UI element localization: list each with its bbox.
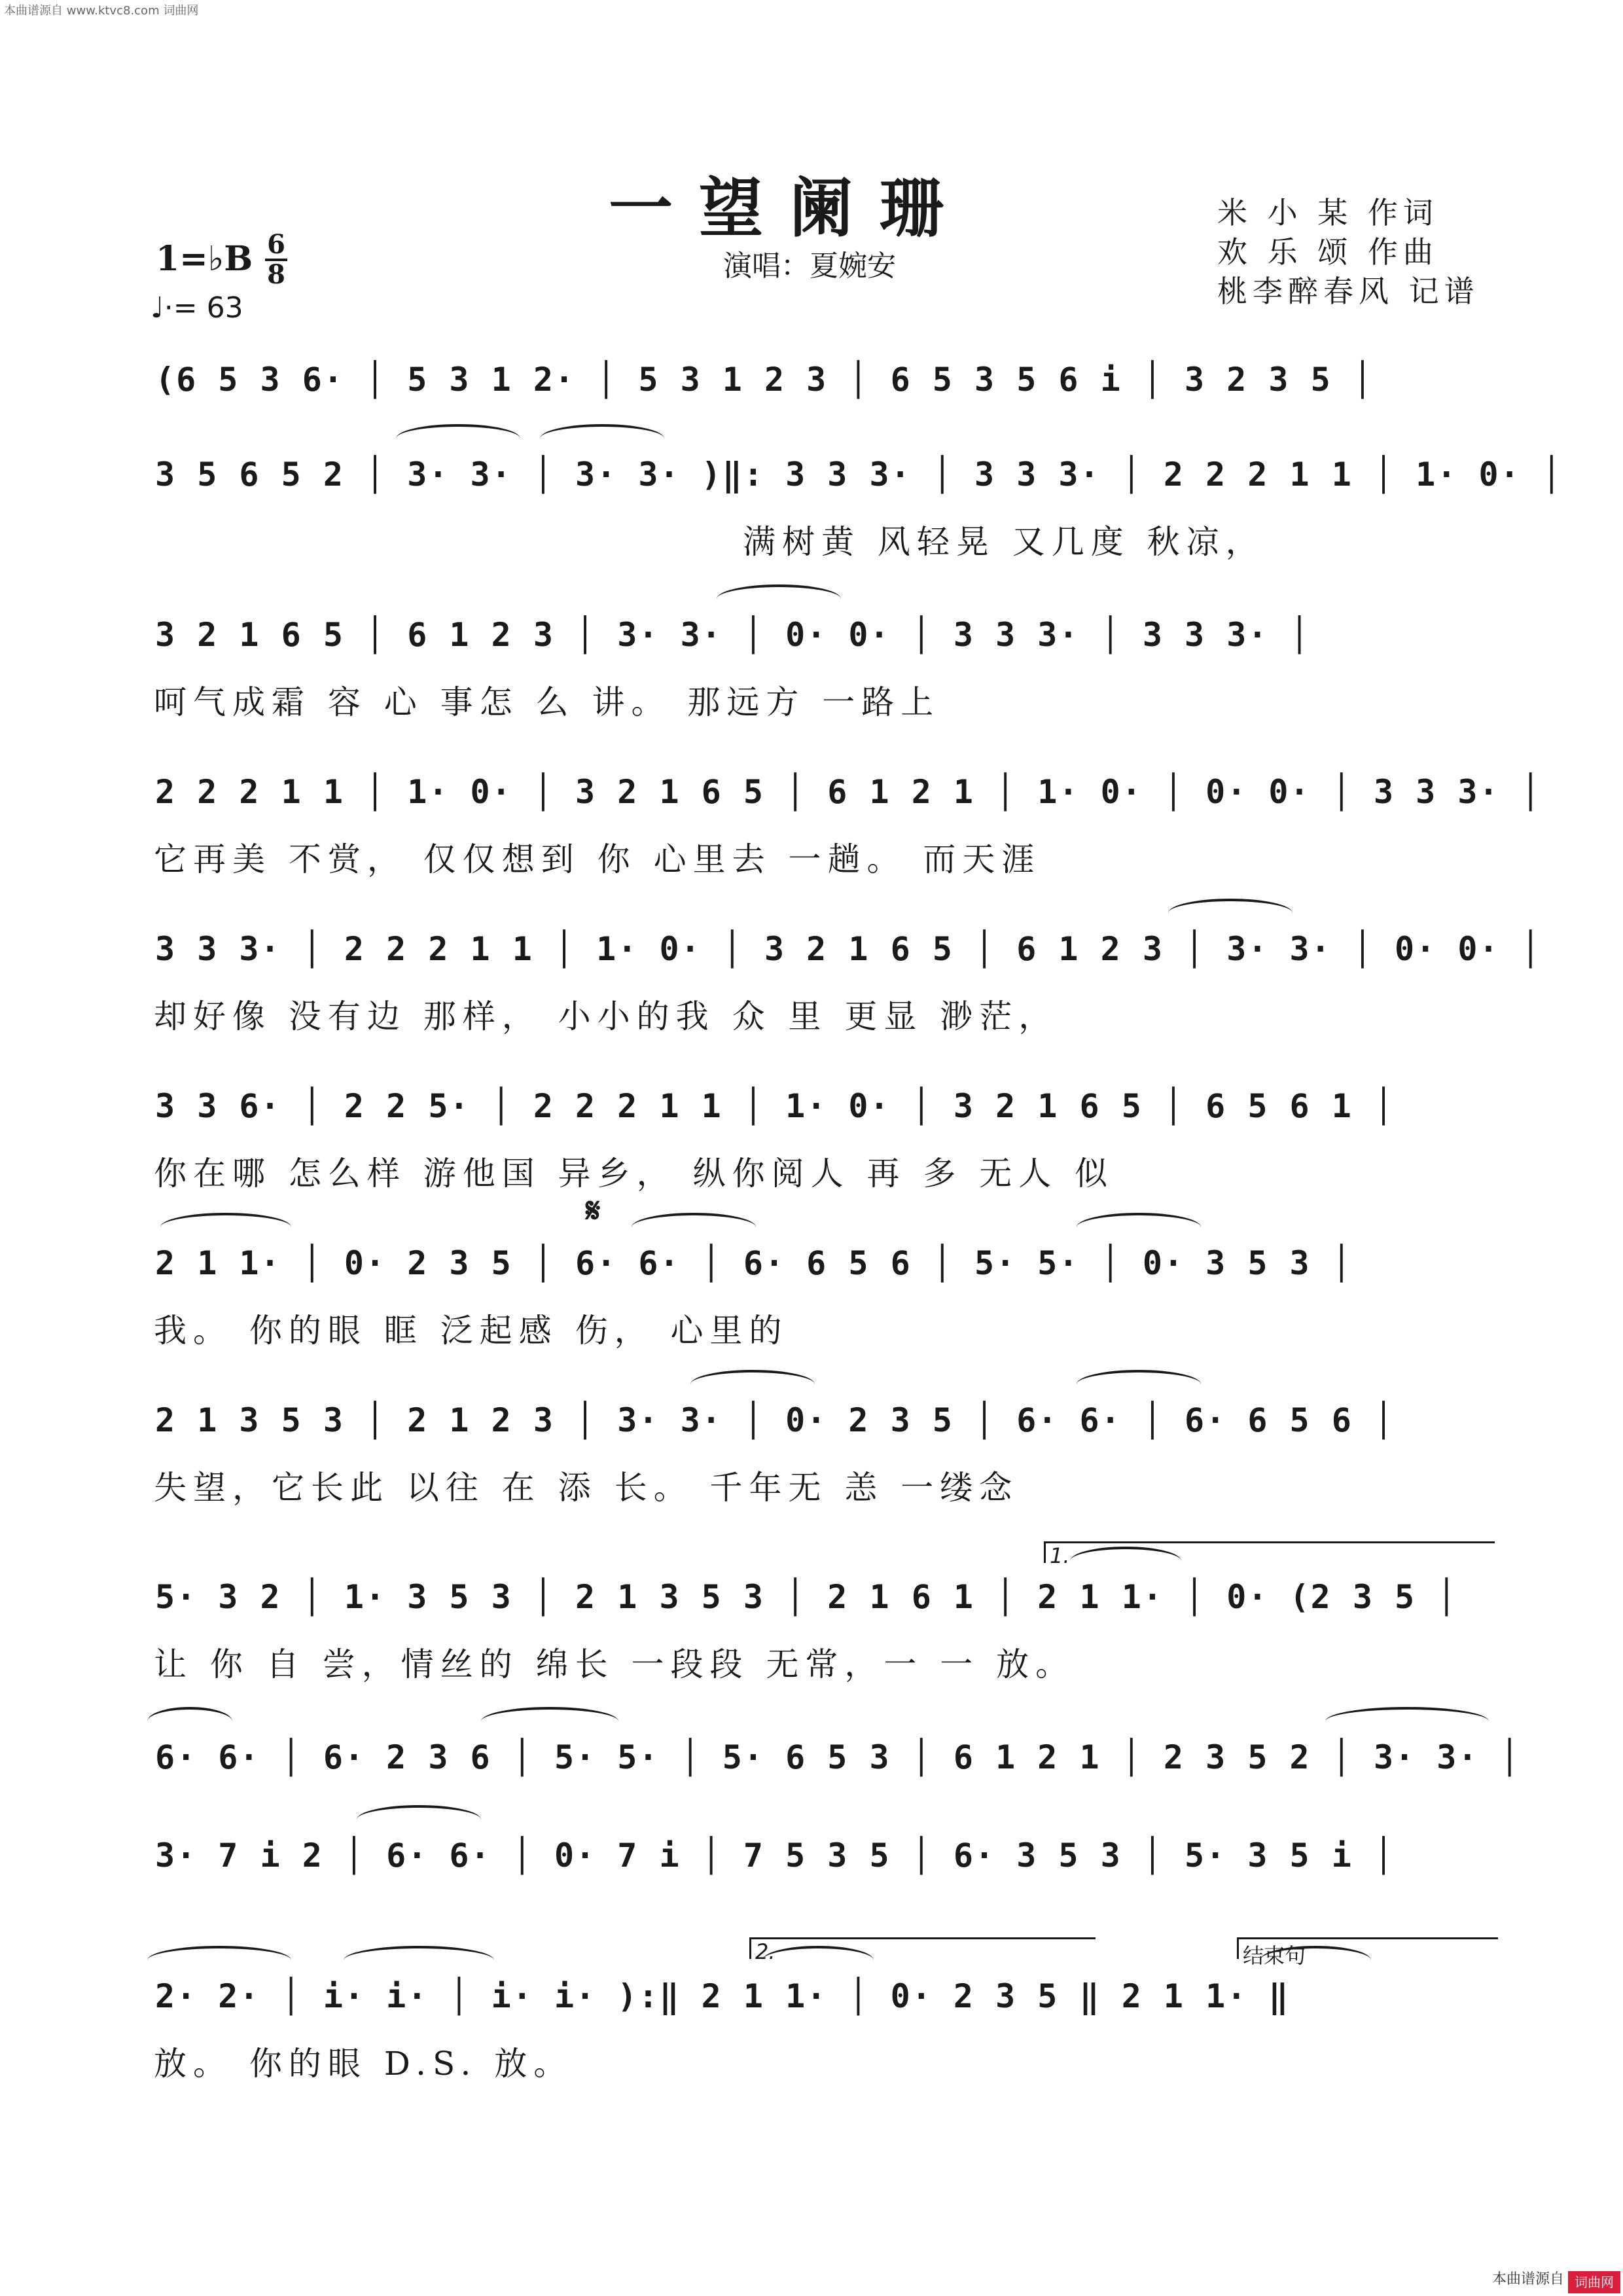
system-notes: 2 2 2 1 1 │ 1· 0· │ 3 2 1 6 5 │ 6 1 2 1 │ 1· 0· │ 0· 0· │ 3 3 3· │	[155, 773, 1542, 811]
singer: 演唱：夏婉安	[723, 249, 896, 283]
system-lyrics: 却好像 没有边 那样， 小小的我 众 里 更显 渺茫，	[154, 997, 1058, 1035]
credit-composer: 欢 乐 颂 作曲	[1217, 234, 1438, 270]
credits	[1217, 193, 1480, 311]
key-signature: 1=♭B	[156, 239, 253, 279]
system-notes: 3· 7 i 2 │ 6· 6· │ 0· 7 i │ 7 5 3 5 │ 6· 3 5 3 │ 5· 3 5 i │	[155, 1837, 1395, 1874]
volta-second-ending: 2.	[749, 1937, 1096, 1959]
system-notes: 5· 3 2 │ 1· 3 5 3 │ 2 1 3 5 3 │ 2 1 6 1 │ 2 1 1· │ 0· (2 3 5 │	[155, 1578, 1458, 1616]
meter-bottom: 8	[267, 259, 285, 290]
system-lyrics: 它再美 不赏， 仅仅想到 你 心里去 一趟。 而天涯	[154, 840, 1041, 878]
tempo-marking: ♩·= 63	[151, 291, 243, 325]
system-notes: 3 2 1 6 5 │ 6 1 2 3 │ 3· 3· │ 0· 0· │ 3 3 3· │ 3 3 3· │	[155, 616, 1311, 654]
meter-top: 6	[267, 229, 285, 260]
system-lyrics: 呵气成霜 容 心 事怎 么 讲。 那远方 一路上	[154, 683, 940, 721]
system-lyrics: 我。 你的眼 眶 泛起感 伤， 心里的	[154, 1312, 789, 1350]
watermark-badge: 词曲网	[1568, 2271, 1620, 2293]
time-signature	[265, 229, 287, 290]
watermark-bottom: 本曲谱源自	[1491, 2271, 1564, 2287]
system-notes: (6 5 3 6· │ 5 3 1 2· │ 5 3 1 2 3 │ 6 5 3 5 6 i │ 3 2 3 5 │	[155, 361, 1374, 399]
system-lyrics: 满树黄 风轻晃 又几度 秋凉，	[743, 523, 1265, 561]
system-notes: 2· 2· │ i· i· │ i· i· ):‖ 2 1 1· │ 0· 2 3 5 ‖ 2 1 1· ‖	[155, 1977, 1290, 2015]
system-notes: 6· 6· │ 6· 2 3 6 │ 5· 5· │ 5· 6 5 3 │ 6 1 2 1 │ 2 3 5 2 │ 3· 3· │	[155, 1738, 1521, 1776]
system-lyrics: 你在哪 怎么样 游他国 异乡， 纵你阅人 再 多 无人 似	[154, 1155, 1115, 1193]
system-lyrics: 放。 你的眼 D.S. 放。	[154, 2045, 573, 2083]
credit-transcriber: 桃李醉春风 记谱	[1217, 274, 1480, 309]
ending-label: 结束句	[1237, 1937, 1498, 1959]
system-notes: 3 3 3· │ 2 2 2 1 1 │ 1· 0· │ 3 2 1 6 5 │ 6 1 2 3 │ 3· 3· │ 0· 0· │	[155, 930, 1542, 968]
song-title: 一望阑珊	[609, 171, 971, 246]
system-notes: 3 5 6 5 2 │ 3· 3· │ 3· 3· )‖: 3 3 3· │ 3 3 3· │ 2 2 2 1 1 │ 1· 0· │	[155, 456, 1563, 493]
system-notes: 2 1 1· │ 0· 2 3 5 │ 6· 6· │ 6· 6 5 6 │ 5· 5· │ 0· 3 5 3 │	[155, 1244, 1353, 1282]
system-lyrics: 失望，它长此 以往 在 添 长。 千年无 恙 一缕念	[154, 1469, 1019, 1507]
volta-first-ending: 1.	[1044, 1541, 1495, 1563]
segno-sign: 𝄋	[586, 1191, 601, 1230]
system-notes: 2 1 3 5 3 │ 2 1 2 3 │ 3· 3· │ 0· 2 3 5 │ 6· 6· │ 6· 6 5 6 │	[155, 1401, 1395, 1439]
credit-lyricist: 米 小 某 作词	[1217, 195, 1438, 230]
system-notes: 3 3 6· │ 2 2 5· │ 2 2 2 1 1 │ 1· 0· │ 3 2 1 6 5 │ 6 5 6 1 │	[155, 1087, 1395, 1125]
system-lyrics: 让 你 自 尝，情丝的 绵长 一段段 无常，一 一 放。	[154, 1645, 1075, 1683]
watermark-top: 本曲谱源自 www.ktvc8.com 词曲网	[4, 4, 199, 18]
